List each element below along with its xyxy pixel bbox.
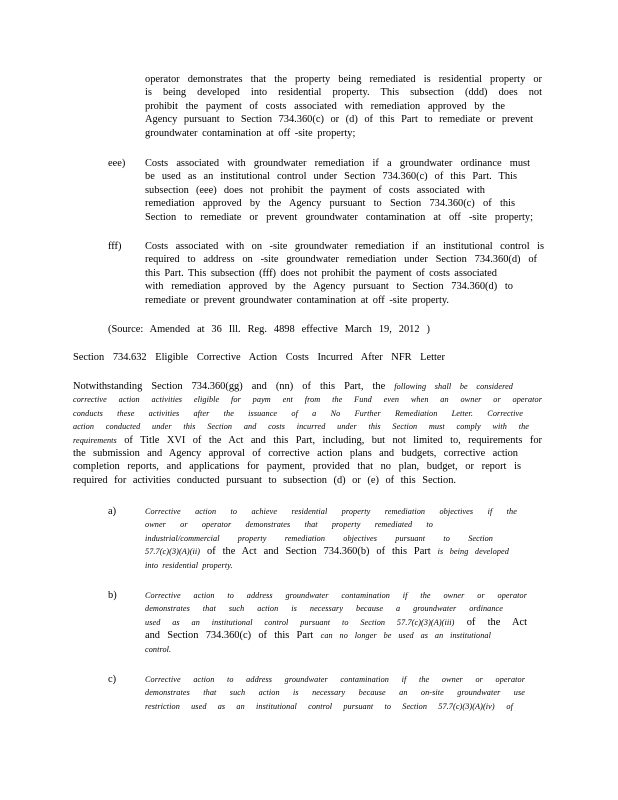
text-line: into residential property. — [145, 560, 233, 570]
item-label: b) — [108, 590, 117, 601]
continued-paragraph — [145, 73, 542, 140]
text-line: action conducted under this Section and costs incurred under this Section must comply with the — [73, 422, 529, 432]
item-c-text — [145, 673, 525, 713]
text-run: of — [506, 701, 513, 711]
text-run: can no longer be used as an institutional — [320, 631, 491, 641]
text-line: Costs associated with groundwater remediation if a groundwater ordinance must — [145, 158, 530, 169]
text-line: the submission and Agency approval of corrective action plans and budgets, corrective action — [73, 448, 518, 460]
text-line: conducts these activities after the issuance of a No Further Remediation Letter. Corrective — [73, 408, 523, 418]
text-run: Notwithstanding Section 734.360(gg) and (nn) of this Part, the — [73, 381, 386, 392]
text-line: completion reports, and applications for payment, provided that no plan, budget, or report is — [73, 461, 521, 473]
text-line: subsection (eee) does not prohibit the payment of costs associated with — [145, 184, 485, 196]
text-line: Section to remediate or prevent groundwater contamination at off -site property; — [145, 211, 533, 223]
text-line: Corrective action to achieve residential property remediation objectives if the — [145, 507, 517, 516]
text-line — [145, 616, 527, 629]
text-line: with remediation approved by the Agency pursuant to Section 734.360(d) to — [145, 281, 513, 293]
text-run: requirements — [73, 435, 117, 445]
text-run: of the Act and Section 734.360(b) of this Part — [207, 546, 431, 558]
text-run: of Title XVI of the Act and this Part, including, but not limited to, requirements for — [124, 434, 542, 446]
text-line: demonstrates that such action is necessary because a groundwater ordinance — [145, 604, 503, 614]
text-line: corrective action activities eligible for paym ent from the Fund even when an owner or operator — [73, 395, 542, 405]
text-line: operator demonstrates that the property being remediated is residential property or — [145, 74, 542, 85]
item-fff-text — [145, 240, 544, 307]
text-line: this Part. This subsection (fff) does not prohibit the payment of costs associated — [145, 267, 497, 279]
body-paragraph — [73, 380, 542, 487]
text-run: following shall be considered — [394, 382, 514, 391]
text-line — [73, 380, 513, 393]
text-line: Corrective action to address groundwater contamination if the owner or operator — [145, 675, 525, 684]
text-line — [145, 629, 491, 642]
text-line: is being developed into residential property. This subsection (ddd) does not — [145, 87, 542, 99]
item-label: a) — [108, 506, 117, 517]
item-label: fff) — [108, 241, 122, 252]
text-run: and Section 734.360(c) of this Part — [145, 630, 314, 642]
text-line: Corrective action to address groundwater contamination if the owner or operator — [145, 591, 527, 600]
text-run: restriction used as an institutional control pursuant to Section 57.7(c)(3)(A)(iv) — [145, 701, 495, 711]
item-eee-text — [145, 157, 533, 224]
item-a-text — [145, 505, 517, 572]
text-line: required for activities conducted pursuant to subsection (d) or (e) of this Section. — [73, 474, 456, 486]
text-line: remediate or prevent groundwater contamination at off -site property. — [145, 294, 449, 306]
section-heading: Section 734.632 Eligible Corrective Action Costs Incurred After NFR Letter — [73, 352, 445, 363]
text-line — [145, 545, 509, 558]
text-line: owner or operator demonstrates that property remediated to — [145, 520, 433, 530]
item-label: eee) — [108, 158, 126, 169]
text-line: be used as an institutional control under Section 734.360(c) of this Part. This — [145, 171, 517, 183]
text-line: required to address on -site groundwater remediation under Section 734.360(d) of — [145, 254, 537, 266]
text-line: demonstrates that such action is necessary because an on-site groundwater use — [145, 688, 525, 698]
text-line — [145, 700, 513, 713]
item-b-text — [145, 589, 527, 656]
text-line: control. — [145, 644, 172, 654]
text-line: Agency pursuant to Section 734.360(c) or (d) of this Part to remediate or prevent — [145, 114, 533, 126]
text-line — [73, 434, 542, 447]
text-run: 57.7(c)(3)(A)(ii) — [145, 547, 201, 557]
text-line: industrial/commercial property remediation objectives pursuant to Section — [145, 533, 493, 543]
text-line: prohibit the payment of costs associated with remediation approved by the — [145, 100, 505, 112]
item-label: c) — [108, 674, 117, 685]
text-run: is being developed — [437, 547, 509, 557]
text-line: groundwater contamination at off -site property; — [145, 127, 356, 139]
text-line: remediation approved by the Agency pursuant to Section 734.360(c) of this — [145, 198, 515, 210]
source-note: (Source: Amended at 36 Ill. Reg. 4898 effective March 19, 2012 ) — [108, 324, 430, 335]
text-run: used as an institutional control pursuant to Section 57.7(c)(3)(A)(iii) — [145, 617, 455, 627]
text-run: of the Act — [466, 616, 527, 628]
text-line: Costs associated with on -site groundwater remediation if an institutional control is — [145, 241, 544, 252]
